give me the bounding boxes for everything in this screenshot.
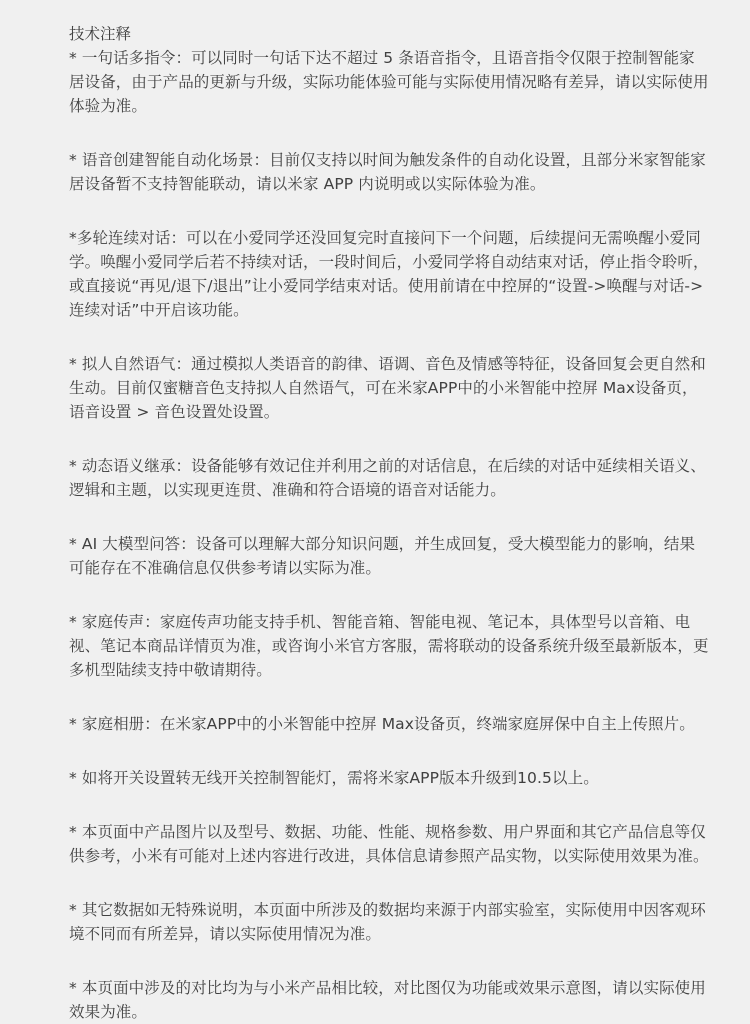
note-semantic-inheritance: * 动态语义继承：设备能够有效记住并利用之前的对话信息，在后续的对话中延续相关语义、逻辑和主题，以实现更连贯、准确和符合语境的语音对话能力。 xyxy=(69,457,706,499)
note-continuous-dialog: *多轮连续对话：可以在小爱同学还没回复完时直接问下一个问题，后续提问无需唤醒小爱同学。唤醒小爱同学后若不持续对话，一段时间后，小爱同学将自动结束对话，停止指令聆听，或直接说“再见/退下/退出”让小爱同学结束对话。使用前请在中控屏的“设置->唤醒与对话->连续对话”中开启该功能。 xyxy=(69,229,709,319)
note-ai-qa: * AI 大模型问答：设备可以理解大部分知识问题，并生成回复，受大模型能力的影响，结果可能存在不准确信息仅供参考请以实际为准。 xyxy=(69,535,696,577)
note-wireless-switch: * 如将开关设置转无线开关控制智能灯，需将米家APP版本升级到10.5以上。 xyxy=(69,769,599,787)
note-natural-voice: * 拟人自然语气：通过模拟人类语音的韵律、语调、音色及情感等特征，设备回复会更自然和生动。目前仅蜜糖音色支持拟人自然语气，可在米家APP中的小米智能中控屏 Max设备页，语音设置 > 音色设置处设置。 xyxy=(69,355,706,421)
note-data-source-disclaimer: * 其它数据如无特殊说明，本页面中所涉及的数据均来源于内部实验室，实际使用中因客观环境不同而有所差异，请以实际使用情况为准。 xyxy=(69,901,706,943)
note-product-images-disclaimer: * 本页面中产品图片以及型号、数据、功能、性能、规格参数、用户界面和其它产品信息等仅供参考，小米有可能对上述内容进行改进，具体信息请参照产品实物，以实际使用效果为准。 xyxy=(69,823,709,865)
note-voice-automation: * 语音创建智能自动化场景：目前仅支持以时间为触发条件的自动化设置，且部分米家智能家居设备暂不支持智能联动，请以米家 APP 内说明或以实际体验为准。 xyxy=(69,151,706,193)
note-family-album: * 家庭相册：在米家APP中的小米智能中控屏 Max设备页，终端家庭屏保中自主上传照片。 xyxy=(69,715,695,733)
note-multi-command: * 一句话多指令：可以同时一句话下达不超过 5 条语音指令，且语音指令仅限于控制智能家居设备，由于产品的更新与升级，实际功能体验可能与实际使用情况略有差异，请以实际使用体验为准。 xyxy=(69,49,709,115)
note-home-broadcast: * 家庭传声：家庭传声功能支持手机、智能音箱、智能电视、笔记本，具体型号以音箱、电视、笔记本商品详情页为准，或咨询小米官方客服，需将联动的设备系统升级至最新版本，更多机型陆续支持中敬请期待。 xyxy=(69,613,709,679)
note-comparison-disclaimer: * 本页面中涉及的对比均为与小米产品相比较，对比图仅为功能或效果示意图，请以实际使用效果为准。 xyxy=(69,979,706,1021)
section-title: 技术注释 xyxy=(69,25,132,43)
